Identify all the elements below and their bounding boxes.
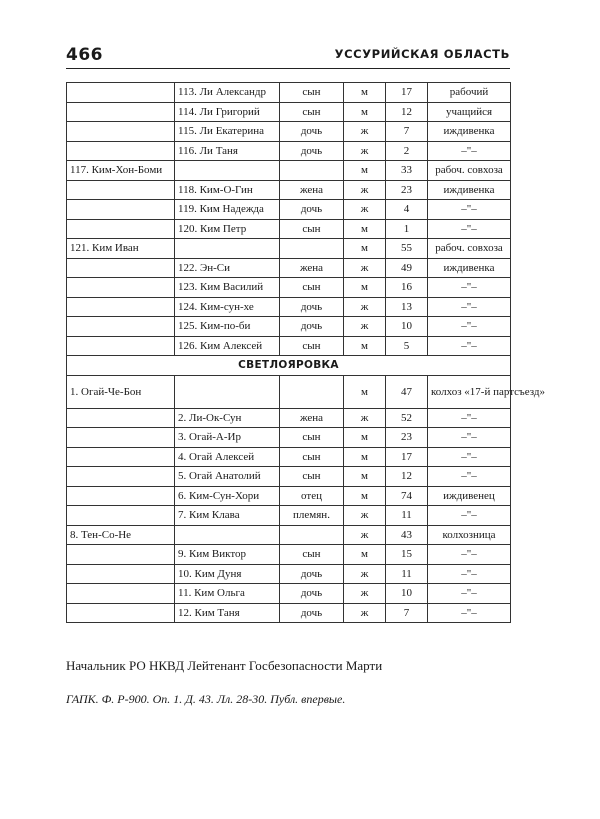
sex-cell: ж <box>344 297 386 317</box>
age-cell: 52 <box>386 408 428 428</box>
sex-cell: м <box>344 447 386 467</box>
table-row <box>67 258 511 278</box>
member-name-cell: 115. Ли Екатерина <box>175 122 280 142</box>
member-name-cell: 5. Огай Анатолий <box>175 467 280 487</box>
occupation-cell: –"– <box>428 447 511 467</box>
relation-cell <box>280 161 344 181</box>
household-head-cell <box>67 428 175 448</box>
household-head-cell <box>67 486 175 506</box>
sex-cell: м <box>344 239 386 259</box>
occupation-cell: иждивенка <box>428 180 511 200</box>
sex-cell: м <box>344 428 386 448</box>
table-row <box>67 200 511 220</box>
relation-cell: дочь <box>280 200 344 220</box>
sex-cell: ж <box>344 317 386 337</box>
member-name-cell: 124. Ким-сун-хе <box>175 297 280 317</box>
household-head-cell <box>67 603 175 623</box>
relation-cell: сын <box>280 102 344 122</box>
member-name-cell: 125. Ким-по-би <box>175 317 280 337</box>
age-cell: 49 <box>386 258 428 278</box>
table-row <box>67 278 511 298</box>
relation-cell: дочь <box>280 297 344 317</box>
occupation-cell: –"– <box>428 545 511 565</box>
section-row <box>67 356 511 376</box>
age-cell: 4 <box>386 200 428 220</box>
sex-cell: м <box>344 278 386 298</box>
table-row <box>67 219 511 239</box>
member-name-cell: 3. Огай-А-Ир <box>175 428 280 448</box>
member-name-cell: 120. Ким Петр <box>175 219 280 239</box>
age-cell: 55 <box>386 239 428 259</box>
sex-cell: м <box>344 219 386 239</box>
register-table-body <box>67 83 546 623</box>
member-name-cell: 122. Эн-Си <box>175 258 280 278</box>
relation-cell: сын <box>280 447 344 467</box>
relation-cell: отец <box>280 486 344 506</box>
relation-cell: дочь <box>280 141 344 161</box>
sex-cell: ж <box>344 408 386 428</box>
sex-cell: ж <box>344 564 386 584</box>
age-cell: 5 <box>386 336 428 356</box>
household-head-cell <box>67 336 175 356</box>
age-cell: 17 <box>386 83 428 103</box>
occupation-cell: колхоз «17-й партсъезд» <box>428 375 511 408</box>
table-row <box>67 336 511 356</box>
archive-source: ГАПК. Ф. Р-900. Оп. 1. Д. 43. Лл. 28-30. Публ. впервые. <box>66 692 346 706</box>
table-row <box>67 584 511 604</box>
age-cell: 23 <box>386 180 428 200</box>
relation-cell: сын <box>280 278 344 298</box>
occupation-cell: учащийся <box>428 102 511 122</box>
household-head-cell <box>67 584 175 604</box>
member-name-cell: 119. Ким Надежда <box>175 200 280 220</box>
register-table <box>66 82 546 623</box>
occupation-cell: –"– <box>428 584 511 604</box>
table-row <box>67 317 511 337</box>
table-row <box>67 525 511 545</box>
table-row <box>67 122 511 142</box>
household-head-cell: 121. Ким Иван <box>67 239 175 259</box>
relation-cell: сын <box>280 428 344 448</box>
running-head: УССУРИЙСКАЯ ОБЛАСТЬ <box>334 47 510 61</box>
age-cell: 16 <box>386 278 428 298</box>
age-cell: 17 <box>386 447 428 467</box>
table-row <box>67 141 511 161</box>
occupation-cell: –"– <box>428 278 511 298</box>
occupation-cell: –"– <box>428 141 511 161</box>
table-row <box>67 603 511 623</box>
household-head-cell <box>67 141 175 161</box>
occupation-cell: иждивенец <box>428 486 511 506</box>
household-head-cell <box>67 180 175 200</box>
occupation-cell: –"– <box>428 297 511 317</box>
sex-cell: м <box>344 467 386 487</box>
age-cell: 13 <box>386 297 428 317</box>
relation-cell: жена <box>280 408 344 428</box>
occupation-cell: –"– <box>428 317 511 337</box>
sex-cell: ж <box>344 584 386 604</box>
page-number: 466 <box>66 45 103 65</box>
sex-cell: ж <box>344 506 386 526</box>
age-cell: 43 <box>386 525 428 545</box>
relation-cell: жена <box>280 258 344 278</box>
relation-cell: жена <box>280 180 344 200</box>
table-row <box>67 83 511 103</box>
occupation-cell: –"– <box>428 219 511 239</box>
age-cell: 11 <box>386 564 428 584</box>
relation-cell: дочь <box>280 122 344 142</box>
household-head-cell <box>67 258 175 278</box>
sex-cell: ж <box>344 525 386 545</box>
table-row <box>67 180 511 200</box>
table-row <box>67 564 511 584</box>
occupation-cell: –"– <box>428 506 511 526</box>
household-head-cell: 8. Тен-Со-Не <box>67 525 175 545</box>
household-head-cell <box>67 200 175 220</box>
occupation-cell: –"– <box>428 467 511 487</box>
section-title: СВЕТЛОЯРОВКА <box>67 356 511 376</box>
member-name-cell: 123. Ким Василий <box>175 278 280 298</box>
relation-cell <box>280 239 344 259</box>
age-cell: 11 <box>386 506 428 526</box>
member-name-cell: 7. Ким Клава <box>175 506 280 526</box>
occupation-cell: иждивенка <box>428 122 511 142</box>
sex-cell: ж <box>344 122 386 142</box>
age-cell: 7 <box>386 122 428 142</box>
relation-cell: сын <box>280 336 344 356</box>
table-row <box>67 102 511 122</box>
page-header <box>66 44 510 69</box>
relation-cell: сын <box>280 467 344 487</box>
sex-cell: м <box>344 545 386 565</box>
member-name-cell: 6. Ким-Сун-Хори <box>175 486 280 506</box>
member-name-cell <box>175 239 280 259</box>
relation-cell: сын <box>280 545 344 565</box>
occupation-cell: рабочий <box>428 83 511 103</box>
relation-cell: дочь <box>280 564 344 584</box>
table-row <box>67 375 511 408</box>
household-head-cell <box>67 83 175 103</box>
member-name-cell: 12. Ким Таня <box>175 603 280 623</box>
occupation-cell: –"– <box>428 200 511 220</box>
sex-cell: м <box>344 161 386 181</box>
member-name-cell: 4. Огай Алексей <box>175 447 280 467</box>
occupation-cell: –"– <box>428 603 511 623</box>
age-cell: 23 <box>386 428 428 448</box>
household-head-cell <box>67 297 175 317</box>
household-head-cell <box>67 317 175 337</box>
household-head-cell <box>67 447 175 467</box>
sex-cell: ж <box>344 200 386 220</box>
table-row <box>67 428 511 448</box>
sex-cell: ж <box>344 258 386 278</box>
table-row <box>67 239 511 259</box>
member-name-cell <box>175 375 280 408</box>
table-row <box>67 467 511 487</box>
household-head-cell <box>67 219 175 239</box>
household-head-cell <box>67 278 175 298</box>
occupation-cell: –"– <box>428 564 511 584</box>
household-head-cell <box>67 122 175 142</box>
age-cell: 33 <box>386 161 428 181</box>
table-row <box>67 408 511 428</box>
age-cell: 7 <box>386 603 428 623</box>
sex-cell: ж <box>344 603 386 623</box>
relation-cell: племян. <box>280 506 344 526</box>
member-name-cell: 113. Ли Александр <box>175 83 280 103</box>
age-cell: 2 <box>386 141 428 161</box>
member-name-cell: 9. Ким Виктор <box>175 545 280 565</box>
sex-cell: м <box>344 486 386 506</box>
relation-cell <box>280 525 344 545</box>
occupation-cell: –"– <box>428 428 511 448</box>
sex-cell: ж <box>344 141 386 161</box>
table-row <box>67 545 511 565</box>
sex-cell: м <box>344 375 386 408</box>
age-cell: 12 <box>386 467 428 487</box>
relation-cell: сын <box>280 219 344 239</box>
relation-cell: дочь <box>280 584 344 604</box>
signature-line: Начальник РО НКВД Лейтенант Госбезопасности Марти <box>66 658 383 673</box>
age-cell: 47 <box>386 375 428 408</box>
household-head-cell <box>67 408 175 428</box>
occupation-cell: –"– <box>428 336 511 356</box>
member-name-cell: 126. Ким Алексей <box>175 336 280 356</box>
age-cell: 12 <box>386 102 428 122</box>
occupation-cell: колхозница <box>428 525 511 545</box>
table-row <box>67 297 511 317</box>
member-name-cell: 2. Ли-Ок-Сун <box>175 408 280 428</box>
member-name-cell <box>175 161 280 181</box>
household-head-cell <box>67 467 175 487</box>
age-cell: 15 <box>386 545 428 565</box>
household-head-cell <box>67 506 175 526</box>
sex-cell: м <box>344 336 386 356</box>
occupation-cell: иждивенка <box>428 258 511 278</box>
table-row <box>67 486 511 506</box>
member-name-cell: 10. Ким Дуня <box>175 564 280 584</box>
member-name-cell: 114. Ли Григорий <box>175 102 280 122</box>
household-head-cell <box>67 102 175 122</box>
sex-cell: м <box>344 83 386 103</box>
age-cell: 1 <box>386 219 428 239</box>
relation-cell <box>280 375 344 408</box>
household-head-cell: 117. Ким-Хон-Боми <box>67 161 175 181</box>
occupation-cell: –"– <box>428 408 511 428</box>
member-name-cell: 118. Ким-О-Гин <box>175 180 280 200</box>
relation-cell: дочь <box>280 317 344 337</box>
relation-cell: сын <box>280 83 344 103</box>
occupation-cell: рабоч. совхоза <box>428 239 511 259</box>
member-name-cell <box>175 525 280 545</box>
member-name-cell: 116. Ли Таня <box>175 141 280 161</box>
table-row <box>67 506 511 526</box>
household-head-cell <box>67 545 175 565</box>
age-cell: 10 <box>386 584 428 604</box>
table-row <box>67 161 511 181</box>
household-head-cell <box>67 564 175 584</box>
age-cell: 74 <box>386 486 428 506</box>
household-head-cell: 1. Огай-Че-Бон <box>67 375 175 408</box>
sex-cell: м <box>344 102 386 122</box>
sex-cell: ж <box>344 180 386 200</box>
age-cell: 10 <box>386 317 428 337</box>
member-name-cell: 11. Ким Ольга <box>175 584 280 604</box>
occupation-cell: рабоч. совхоза <box>428 161 511 181</box>
table-row <box>67 447 511 467</box>
relation-cell: дочь <box>280 603 344 623</box>
